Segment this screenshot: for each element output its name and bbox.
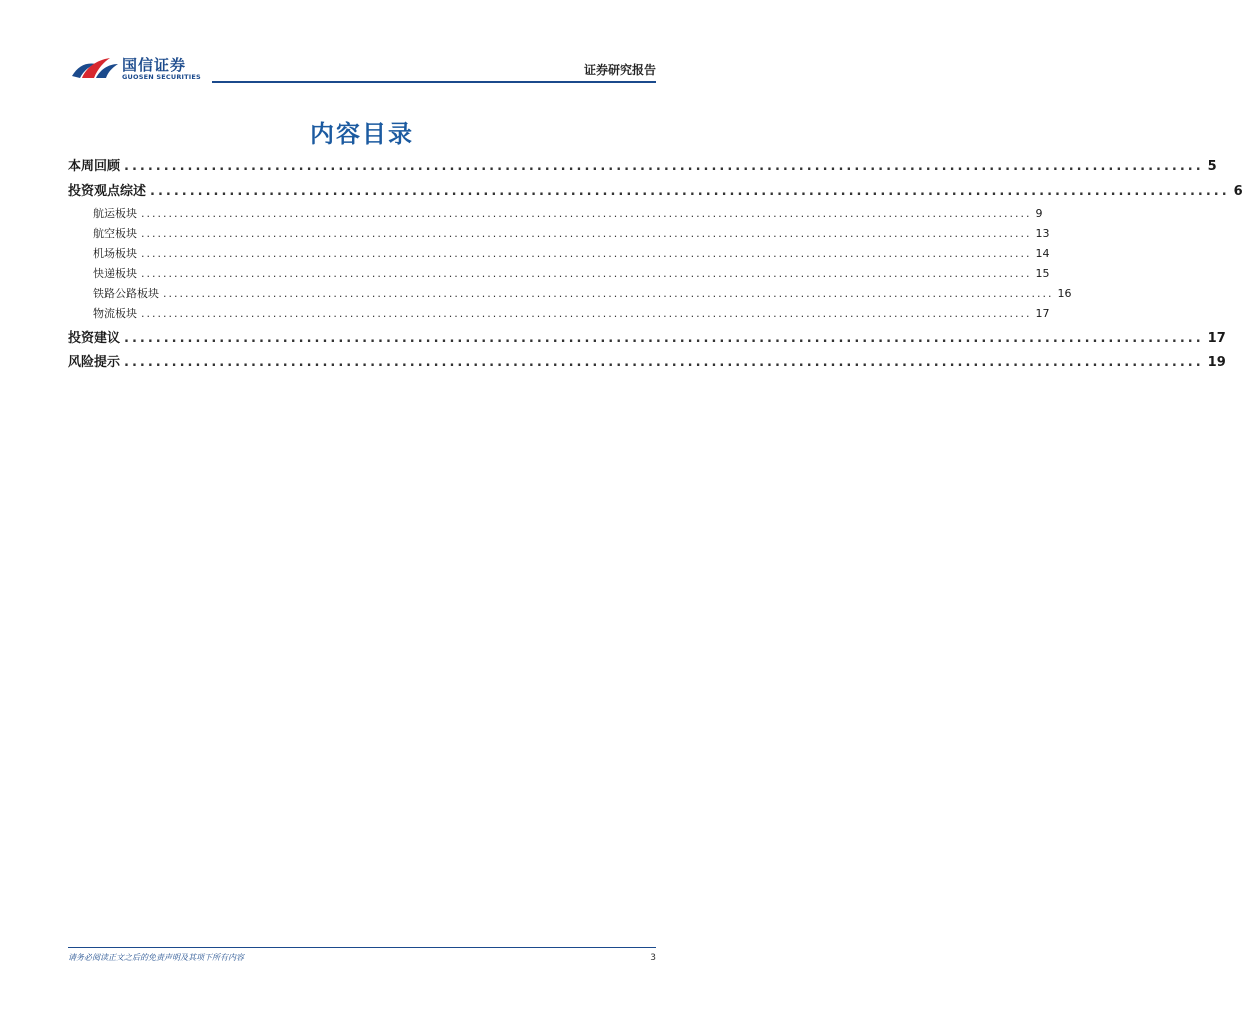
toc-entry-label: 快递板块	[93, 267, 137, 280]
report-type-label: 证券研究报告	[583, 63, 656, 77]
toc-leader-dots: ..................................................................................................................................................................	[141, 247, 1032, 260]
toc-entry-page: 6	[1233, 184, 1243, 199]
toc-entry-rail-road[interactable]	[93, 285, 1072, 301]
toc-entry-page: 17	[1207, 331, 1226, 346]
toc-leader-dots: ..................................................................................................................................................................	[141, 207, 1032, 220]
toc-entry-label: 风险提示	[68, 355, 121, 370]
toc-entry-airports[interactable]	[93, 245, 1050, 261]
toc-entry-label: 航空板块	[93, 227, 137, 240]
logo-english-name: GUOSEN SECURITIES	[122, 73, 201, 81]
toc-leader-dots: ........................................................................................................................................	[124, 355, 1204, 370]
toc-entry-page: 5	[1207, 159, 1217, 174]
toc-entry-label: 本周回顾	[68, 159, 121, 174]
toc-leader-dots: ........................................................................................................................................	[150, 184, 1230, 199]
toc-entry-label: 物流板块	[93, 307, 137, 320]
toc-entry-page: 17	[1035, 307, 1050, 320]
toc-entry-label: 铁路公路板块	[93, 287, 159, 300]
toc-entry-aviation[interactable]	[93, 225, 1050, 241]
toc-entry-page: 15	[1035, 267, 1050, 280]
toc-leader-dots: ........................................................................................................................................	[124, 331, 1204, 346]
toc-entry-logistics[interactable]	[93, 305, 1050, 321]
toc-entry-shipping[interactable]	[93, 205, 1043, 221]
toc-leader-dots: ..................................................................................................................................................................	[141, 307, 1032, 320]
logo-chinese-name: 国信证券	[122, 56, 187, 74]
guosen-logo-mark-icon	[70, 52, 120, 84]
guosen-logo	[70, 52, 210, 84]
disclaimer-note: 请务必阅读正文之后的免责声明及其项下所有内容	[68, 953, 244, 962]
toc-title: 内容目录	[310, 120, 414, 148]
toc-entry-investment-views[interactable]	[68, 180, 1243, 199]
toc-leader-dots: ........................................................................................................................................	[124, 159, 1204, 174]
toc-entry-page: 9	[1035, 207, 1043, 220]
page-number: 3	[650, 953, 656, 963]
toc-entry-review[interactable]	[68, 155, 1217, 174]
toc-entry-page: 19	[1207, 355, 1226, 370]
toc-entry-label: 机场板块	[93, 247, 137, 260]
toc-entry-page: 13	[1035, 227, 1050, 240]
toc-entry-investment-advice[interactable]	[68, 327, 1226, 346]
toc-entry-label: 航运板块	[93, 207, 137, 220]
toc-leader-dots: ..................................................................................................................................................................	[141, 227, 1032, 240]
toc-entry-express[interactable]	[93, 265, 1050, 281]
footer-divider	[68, 947, 656, 948]
toc-entry-page: 14	[1035, 247, 1050, 260]
page-header	[0, 0, 724, 90]
header-divider	[212, 81, 656, 83]
toc-leader-dots: ..................................................................................................................................................................	[141, 267, 1032, 280]
toc-entry-label: 投资观点综述	[68, 184, 147, 199]
toc-entry-risk-notice[interactable]	[68, 351, 1226, 370]
toc-leader-dots: ..................................................................................................................................................................	[163, 287, 1054, 300]
toc-entry-page: 16	[1057, 287, 1072, 300]
toc-entry-label: 投资建议	[68, 331, 121, 346]
